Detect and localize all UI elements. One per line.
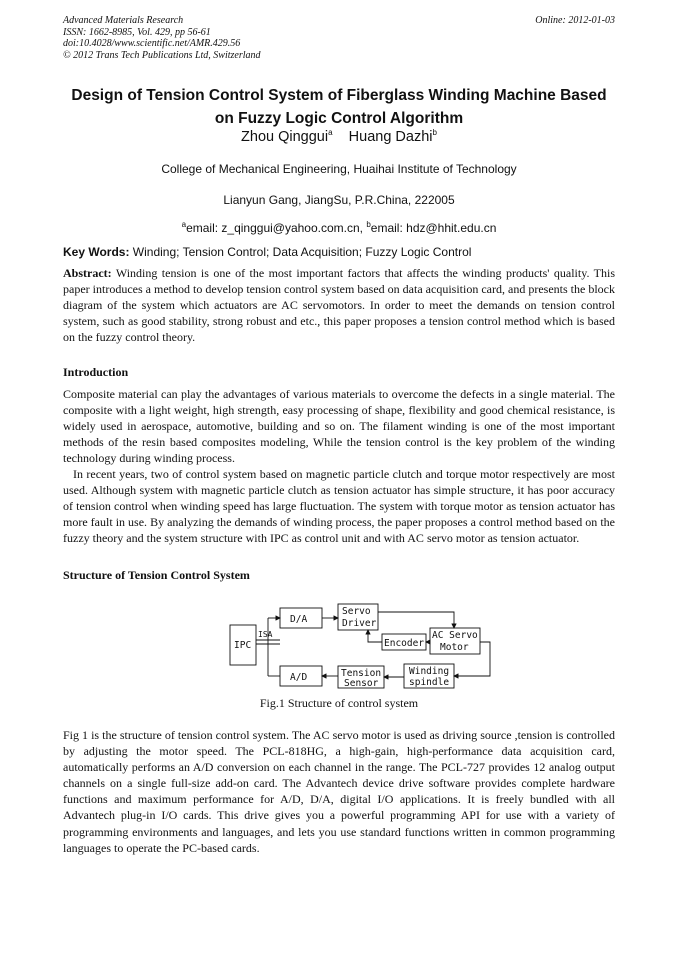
issn-line: ISSN: 1662-8985, Vol. 429, pp 56-61 <box>63 26 211 38</box>
ac-servo-label-1: AC Servo <box>432 630 478 641</box>
figure-caption: Fig.1 Structure of control system <box>259 696 419 710</box>
isa-label: ISA <box>258 630 273 639</box>
introduction-heading: Introduction <box>63 365 129 379</box>
tension-sensor-label-1: Tension <box>341 668 382 679</box>
title-line-1: Design of Tension Control System of Fiberglass Winding Machine Based <box>71 87 607 104</box>
keywords <box>63 245 471 259</box>
email-a-sup: a <box>181 220 187 229</box>
servo-driver-label-1: Servo <box>342 606 371 617</box>
winding-spindle-label-2: spindle <box>409 677 450 688</box>
introduction-paragraph-1: Composite material can play the advantages of various materials to overcome the defects in a single material. The composite with a light weight, high strength, easy processing of shape, flexibility and good chemical resistance, is widely used in aerospace, automotive, building and so on. The filament winding is one of the most important methods of the resin based composites modeling, While the tension control is the key problem of the winding technology during winding process. <box>63 387 615 466</box>
ac-servo-label-2: Motor <box>440 642 469 653</box>
encoder-label: Encoder <box>384 638 425 649</box>
keywords-label: Key Words: <box>63 245 130 259</box>
doi-line: doi:10.4028/www.scientific.net/AMR.429.56 <box>63 38 241 49</box>
structure-body: Fig 1 is the structure of tension control system. The AC servo motor is used as driving source ,tension is controlled by adjusting the motor speed. The PCL-818HG, a high-gain, high-performance data acquisition card, automatically performs an A/D conversion on each channel in the range. The PCL-727 provides 12 analog output channels on a single full-size add-on card. The Advantech device drive software provides complete hardware functions and maximum performance for A/D, D/A, digital I/O applications. It is freely bundled with all Advantech plug-in I/O cards. This drive gives you a powerful programming API for use with a variety of programming environments and languages, and lets you use standard functions written in common programming languages to operate the PC-based cards. <box>63 728 615 855</box>
title-line-2: on Fuzzy Logic Control Algorithm <box>214 110 464 127</box>
paper-title <box>50 84 628 130</box>
email-b-sup: b <box>366 220 371 229</box>
introduction-paragraph-2: In recent years, two of control system based on magnetic particle clutch and torque motor respectively are most used. Although system with magnetic particle clutch as tension actuator has simple structure, it has poor accuracy of tension control when winding speed has large fluctuation. The system with torque motor as tension actuator has more fault in use. By analyzing the demands of winding process, the paper proposes a control method based on the fuzzy theory and the system structure with IPC as control unit and with AC servo motor as tension actuator. <box>63 467 615 546</box>
author-1-affil: a <box>328 128 333 138</box>
author-2-affil: b <box>432 128 437 138</box>
journal-name: Advanced Materials Research <box>63 15 184 26</box>
emails <box>40 221 638 235</box>
authors <box>40 129 638 145</box>
ad-label: A/D <box>290 672 308 683</box>
email-a: email: z_qinggui@yahoo.com.cn, <box>186 221 367 235</box>
affiliation: College of Mechanical Engineering, Huaihai Institute of Technology <box>161 162 517 176</box>
winding-spindle-label-1: Winding <box>409 666 450 677</box>
author-2: Huang Dazhi <box>348 129 433 145</box>
address: Lianyun Gang, JiangSu, P.R.China, 222005 <box>223 193 455 207</box>
keywords-text: Winding; Tension Control; Data Acquisition; Fuzzy Logic Control <box>129 245 472 259</box>
email-b: email: hdz@hhit.edu.cn <box>370 221 497 235</box>
ipc-label: IPC <box>234 640 252 651</box>
da-label: D/A <box>290 614 308 625</box>
control-system-diagram <box>228 600 498 692</box>
abstract-label: Abstract: <box>63 266 112 280</box>
abstract-text: Winding tension is one of the most important factors that affects the winding products' quality. This paper introduces a method to develop tension control system based on data acquisition card, and presents the block diagram of the system which actuators are AC servomotors. In order to meet the demands on tension control system, such as good stability, strong robust and etc., this paper proposes a tension control method which is based on the fuzzy control theory. <box>63 266 615 345</box>
journal-header <box>63 15 261 61</box>
servo-driver-label-2: Driver <box>342 618 377 629</box>
copyright-line: © 2012 Trans Tech Publications Ltd, Switzerland <box>63 49 261 61</box>
abstract <box>63 265 615 345</box>
structure-heading: Structure of Tension Control System <box>63 568 250 582</box>
author-1: Zhou Qinggui <box>241 129 329 145</box>
online-date: Online: 2012-01-03 <box>535 15 615 26</box>
tension-sensor-label-2: Sensor <box>344 678 379 689</box>
